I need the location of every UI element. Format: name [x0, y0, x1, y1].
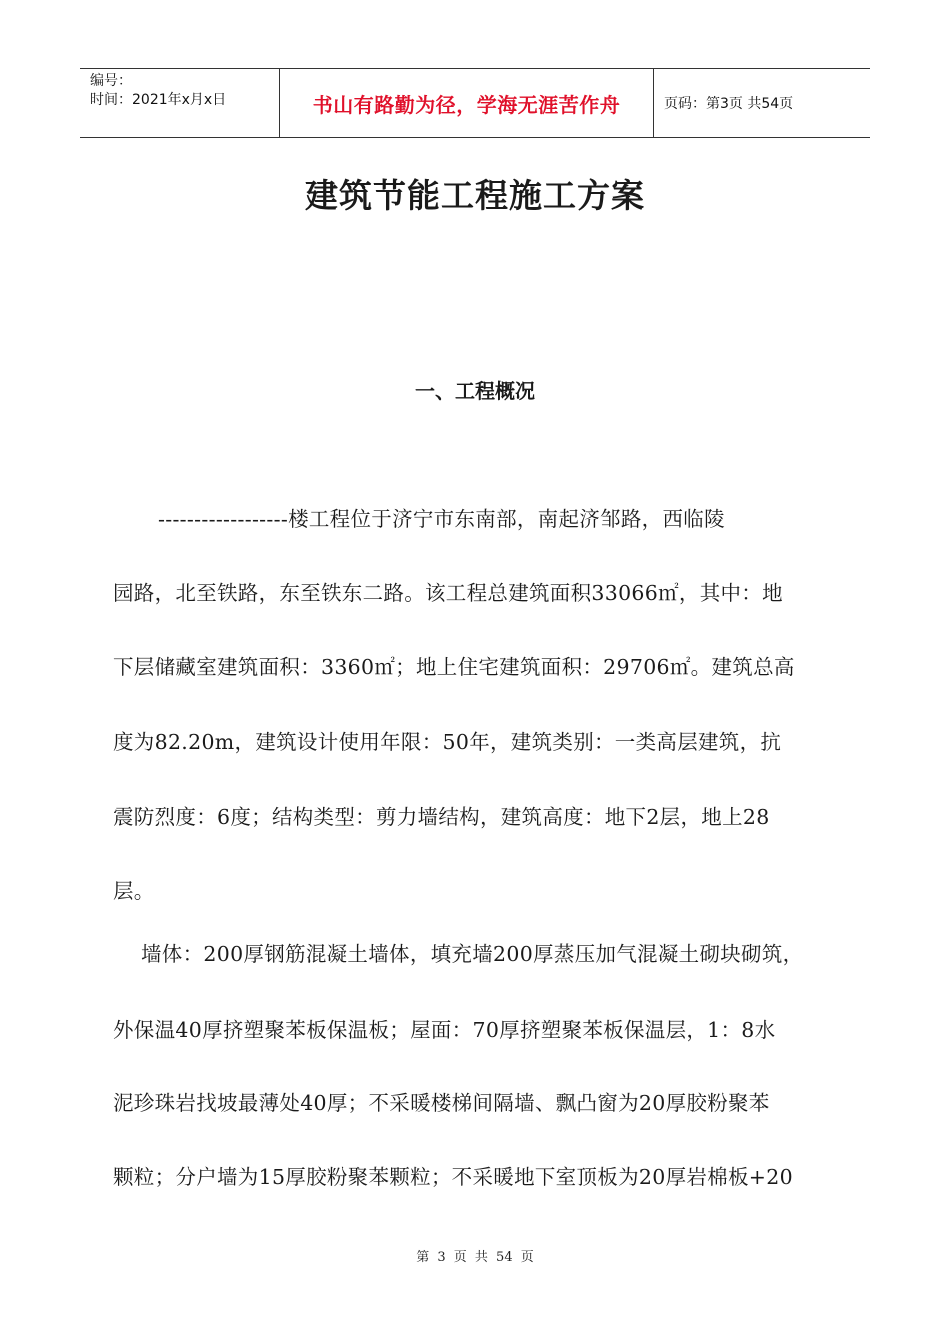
header-meta: [80, 69, 280, 137]
page-footer: 第 3 页 共 54 页: [416, 1250, 534, 1265]
text-line: ------------------楼工程位于济宁市东南部，南起济邹路，西临陵: [158, 507, 725, 531]
header-page-label: 页码：第3页 共54页: [664, 96, 794, 112]
section-heading: 一、工程概况: [415, 379, 535, 403]
text-line: 下层储藏室建筑面积：3360㎡；地上住宅建筑面积：29706㎡。建筑总高: [113, 655, 795, 679]
text-line: 泥珍珠岩找坡最薄处40厚；不采暖楼梯间隔墙、飘凸窗为20厚胶粉聚苯: [113, 1091, 770, 1115]
text-line: 墙体：200厚钢筋混凝土墙体，填充墙200厚蒸压加气混凝土砌块砌筑，: [141, 942, 804, 966]
doc-number-label: 编号：: [90, 73, 132, 89]
text-line: 园路，北至铁路，东至铁东二路。该工程总建筑面积33066㎡，其中：地: [113, 581, 783, 605]
doc-time-label: 时间：2021年x月x日: [90, 92, 227, 108]
text-line: 颗粒；分户墙为15厚胶粉聚苯颗粒；不采暖地下室顶板为20厚岩棉板+20: [113, 1165, 793, 1189]
text-line: 外保温40厚挤塑聚苯板保温板；屋面：70厚挤塑聚苯板保温层，1：8水: [113, 1018, 776, 1042]
header-motto: 书山有路勤为径，学海无涯苦作舟: [280, 69, 654, 137]
text-line: 震防烈度：6度；结构类型：剪力墙结构，建筑高度：地下2层，地上28: [113, 805, 770, 829]
document-title: 建筑节能工程施工方案: [305, 176, 645, 215]
text-line: 度为82.20m，建筑设计使用年限：50年，建筑类别：一类高层建筑，抗: [113, 730, 782, 754]
text-line: 层。: [113, 879, 155, 903]
page-header: [80, 68, 870, 138]
